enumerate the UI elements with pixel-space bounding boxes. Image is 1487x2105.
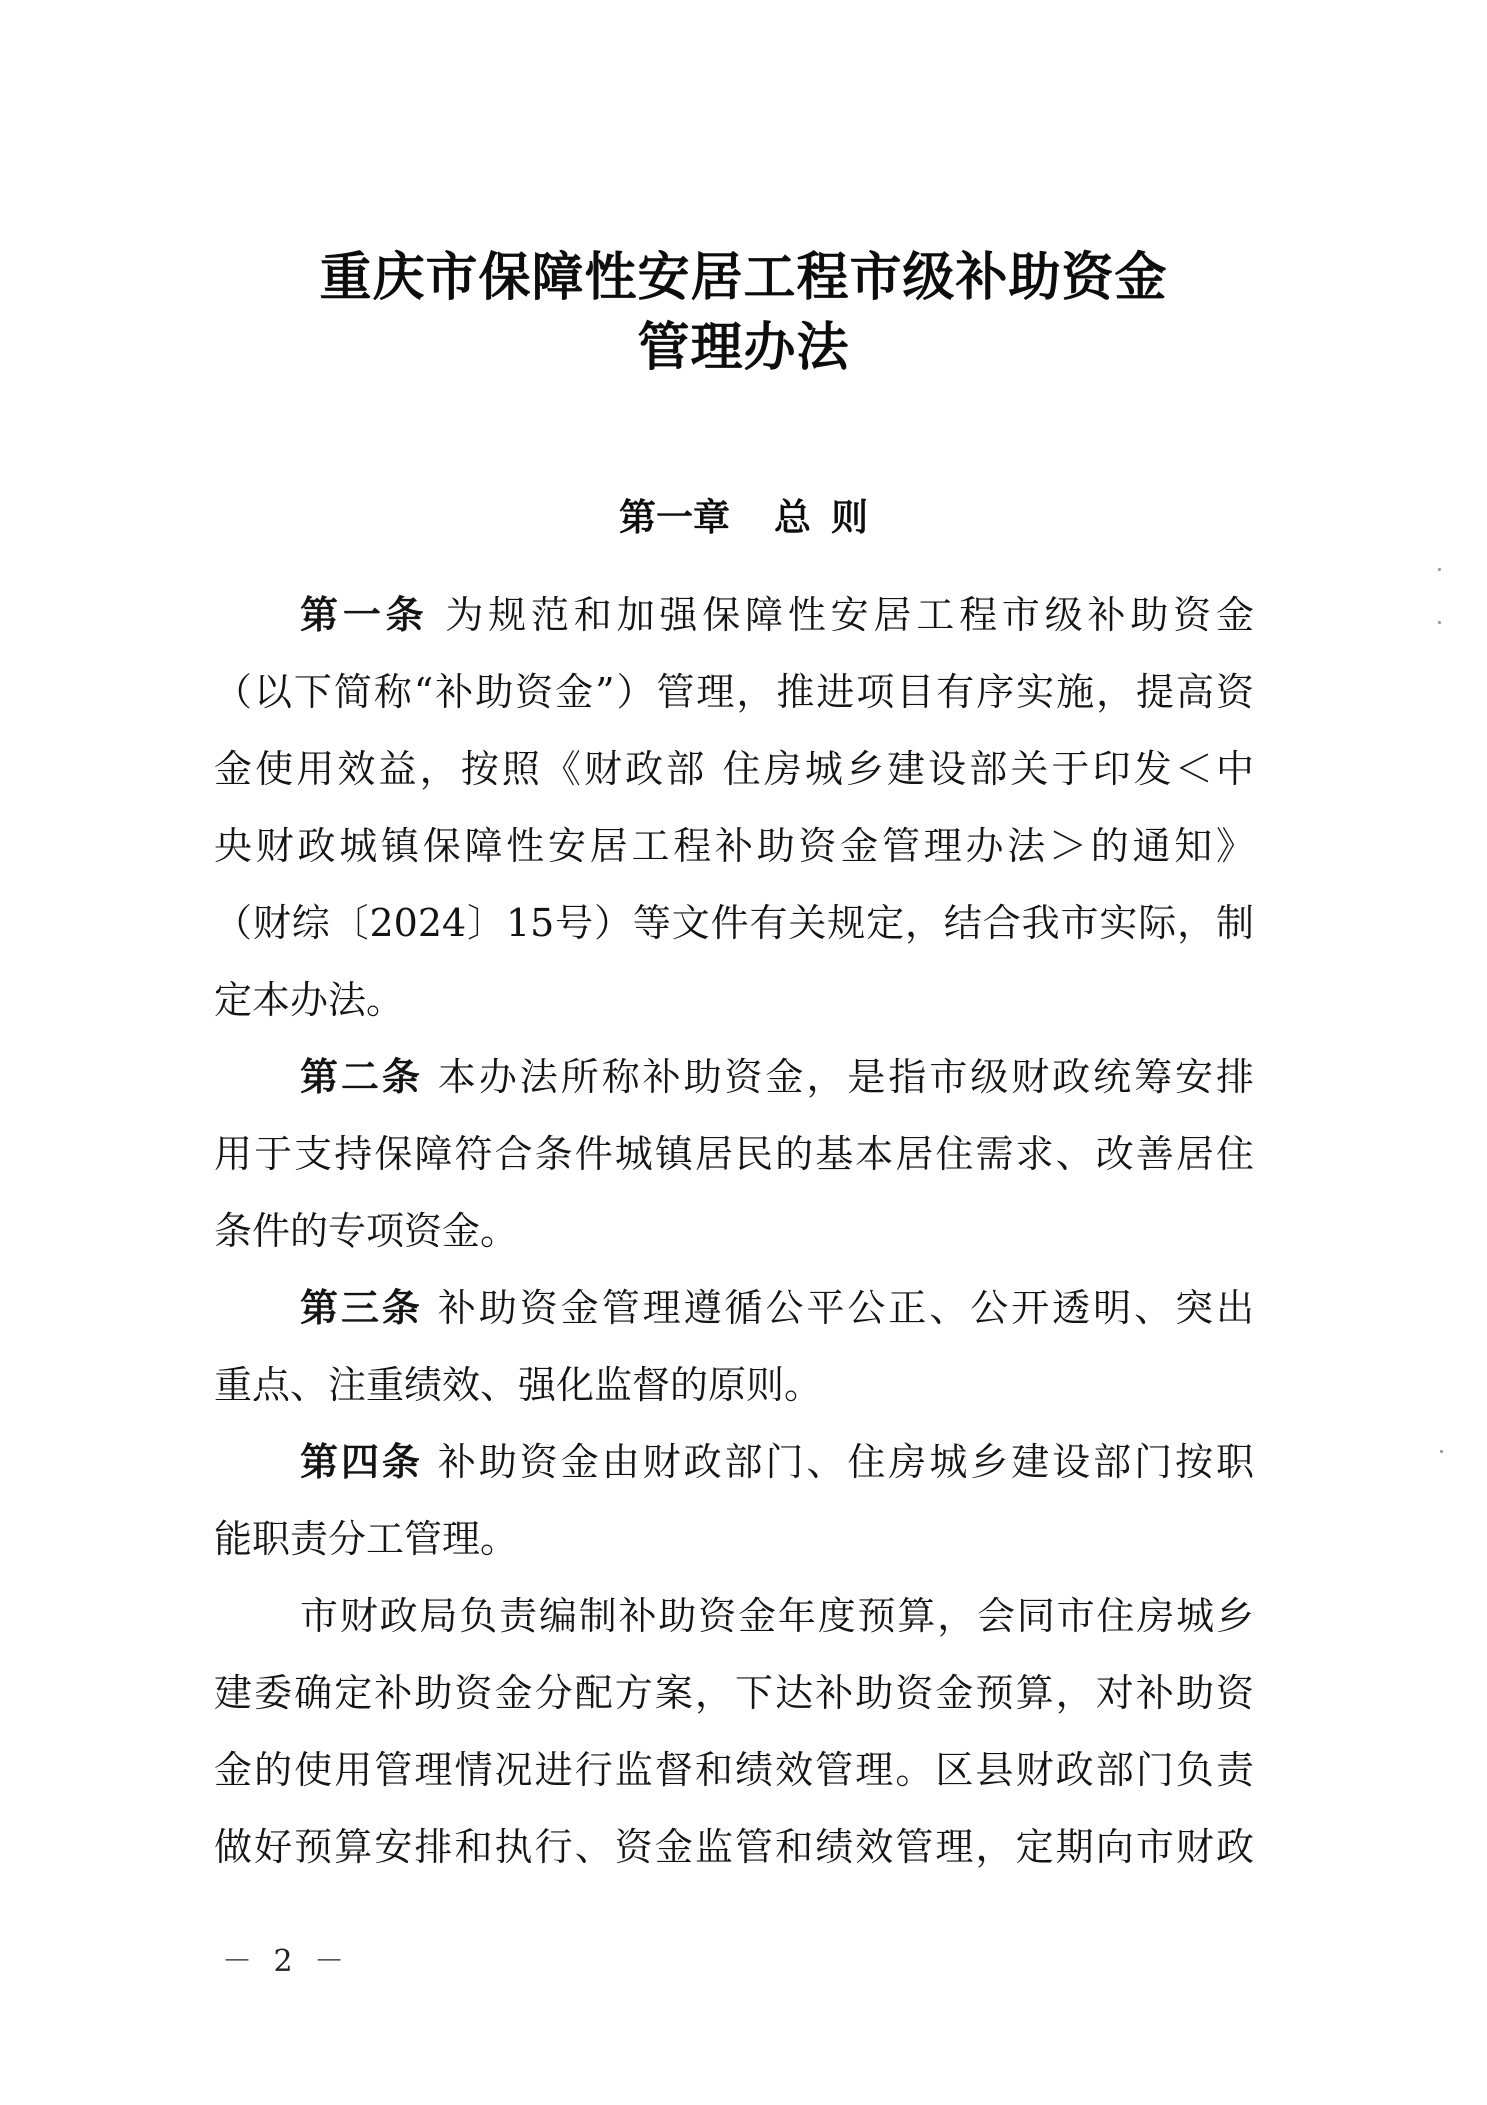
chapter-name-part-1: 总 — [774, 496, 811, 539]
article-1-line-4: 央财政城镇保障性安居工程补助资金管理办法＞的通知》 — [214, 824, 1254, 868]
paragraph-text: 本办法所称补助资金，是指市级财政统筹安排 — [422, 1055, 1254, 1099]
scan-speck — [1438, 568, 1441, 571]
article-2-line-1 — [300, 1047, 1254, 1107]
paragraph-text: 为规范和加强保障性安居工程市级补助资金 — [428, 593, 1254, 637]
article-2-line-2: 用于支持保障符合条件城镇居民的基本居住需求、改善居住 — [214, 1132, 1254, 1176]
paragraph-finance-line-4: 做好预算安排和执行、资金监管和绩效管理，定期向市财政 — [214, 1825, 1254, 1869]
chapter-heading — [0, 488, 1487, 548]
document-title-line-2: 管理办法 — [637, 318, 850, 378]
paragraph-text: 补助资金由财政部门、住房城乡建设部门按职 — [422, 1440, 1254, 1484]
article-1-line-6: 定本办法。 — [214, 978, 405, 1022]
paragraph-finance-line-1: 市财政局负责编制补助资金年度预算，会同市住房城乡 — [300, 1594, 1254, 1638]
article-1-line-2: （以下简称“补助资金”）管理，推进项目有序实施，提高资 — [214, 670, 1254, 714]
chapter-name-part-2: 则 — [831, 496, 868, 539]
article-1-line-3: 金使用效益，按照《财政部 住房城乡建设部关于印发＜中 — [214, 747, 1254, 791]
article-3-line-2: 重点、注重绩效、强化监督的原则。 — [214, 1363, 823, 1407]
paragraph-finance-line-2: 建委确定补助资金分配方案，下达补助资金预算，对补助资 — [214, 1671, 1254, 1715]
article-3-line-1 — [300, 1278, 1254, 1338]
article-1-line-1 — [300, 585, 1254, 645]
article-4-line-2: 能职责分工管理。 — [214, 1517, 519, 1561]
paragraph-finance-line-3: 金的使用管理情况进行监督和绩效管理。区县财政部门负责 — [214, 1748, 1254, 1792]
article-label: 第二条 — [300, 1055, 423, 1099]
scan-speck — [1440, 1450, 1443, 1453]
paragraph-text: 补助资金管理遵循公平公正、公开透明、突出 — [422, 1286, 1254, 1330]
article-label: 第三条 — [300, 1286, 423, 1330]
article-1-line-5: （财综〔2024〕15号）等文件有关规定，结合我市实际，制 — [214, 901, 1254, 945]
scan-speck — [1438, 621, 1441, 624]
chapter-number: 第一章 — [619, 496, 730, 539]
document-title-line-1: 重庆市保障性安居工程市级补助资金 — [319, 248, 1168, 308]
article-2-line-3: 条件的专项资金。 — [214, 1209, 519, 1253]
page-number: － 2 － — [222, 1944, 351, 1979]
article-label: 第四条 — [300, 1440, 423, 1484]
article-4-line-1 — [300, 1432, 1254, 1492]
article-label: 第一条 — [300, 593, 429, 637]
